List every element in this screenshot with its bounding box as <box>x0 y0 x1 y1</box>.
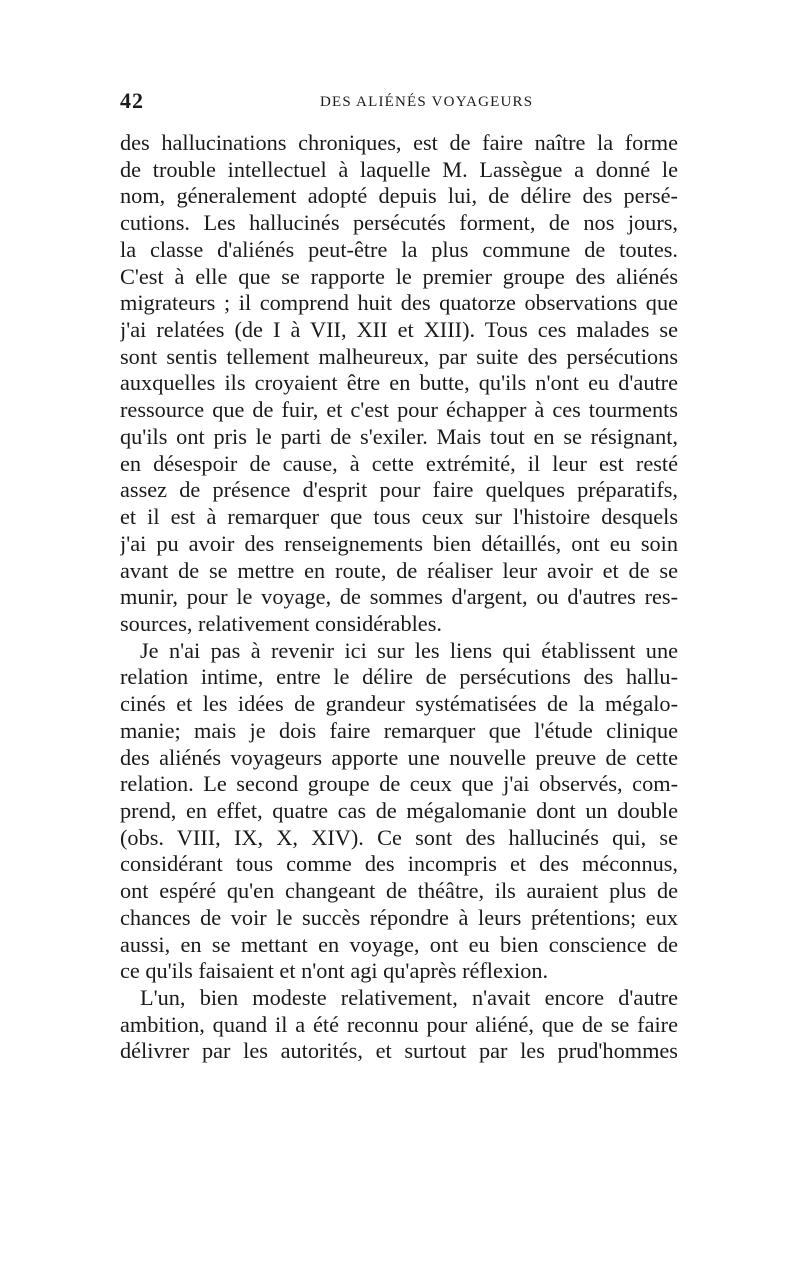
text-line: des hallucinations chroniques, est de faire naître la forme <box>120 130 678 155</box>
text-line: ont espéré qu'en changeant de théâtre, ils auraient plus de <box>120 878 678 904</box>
text-line: cutions. Les hallucinés persécutés forment, de nos jours, <box>120 210 678 236</box>
text-line: ambition, quand il a été reconnu pour aliéné, que de se faire <box>120 1011 678 1037</box>
text-line: C'est à elle que se rapporte le premier groupe des aliénés <box>120 263 678 289</box>
text-line: manie; mais je dois faire remarquer que l'étude clinique <box>120 717 678 743</box>
text-line: nom, géneralement adopté depuis lui, de délire des persé- <box>120 183 678 209</box>
text-line: qu'ils ont pris le parti de s'exiler. Mais tout en se résignant, <box>120 423 678 449</box>
page-number: 42 <box>120 88 144 113</box>
running-title: DES ALIÉNÉS VOYAGEURS <box>320 94 534 110</box>
body-text <box>120 130 678 1065</box>
text-line: sont sentis tellement malheureux, par suite des persécutions <box>120 343 678 369</box>
text-line: de trouble intellectuel à laquelle M. Lassègue a donné le <box>120 156 678 182</box>
text-line: j'ai relatées (de I à VII, XII et XIII). Tous ces malades se <box>120 317 678 343</box>
text-line: la classe d'aliénés peut-être la plus commune de toutes. <box>120 236 678 262</box>
text-line: sources, relativement considérables. <box>120 610 442 636</box>
text-line: délivrer par les autorités, et surtout par les prud'hommes <box>120 1038 678 1064</box>
text-line: en désespoir de cause, à cette extrémité, il leur est resté <box>120 450 678 476</box>
page-header <box>120 88 680 118</box>
text-line: assez de présence d'esprit pour faire quelques préparatifs, <box>120 477 678 503</box>
text-line: (obs. VIII, IX, X, XIV). Ce sont des hallucinés qui, se <box>120 824 678 850</box>
text-line: Je n'ai pas à revenir ici sur les liens qui établissent une <box>140 637 678 663</box>
text-line: chances de voir le succès répondre à leurs prétentions; eux <box>120 904 678 930</box>
text-line: et il est à remarquer que tous ceux sur l'histoire desquels <box>120 504 678 530</box>
text-line: cinés et les idées de grandeur systématisées de la mégalo- <box>120 691 678 717</box>
text-line: auxquelles ils croyaient être en butte, qu'ils n'ont eu d'autre <box>120 370 678 396</box>
text-line: considérant tous comme des incompris et des méconnus, <box>120 851 678 877</box>
text-line: avant de se mettre en route, de réaliser leur avoir et de se <box>120 557 678 583</box>
text-line: prend, en effet, quatre cas de mégalomanie dont un double <box>120 797 678 823</box>
text-line: migrateurs ; il comprend huit des quatorze observations que <box>120 290 678 316</box>
text-line: ce qu'ils faisaient et n'ont agi qu'après réflexion. <box>120 958 549 984</box>
text-line: aussi, en se mettant en voyage, ont eu bien conscience de <box>120 931 678 957</box>
text-line: des aliénés voyageurs apporte une nouvelle preuve de cette <box>120 744 678 770</box>
text-line: L'un, bien modeste relativement, n'avait encore d'autre <box>140 985 678 1010</box>
text-line: ressource que de fuir, et c'est pour échapper à ces tourments <box>120 397 678 423</box>
text-line: relation intime, entre le délire de persécutions des hallu- <box>120 664 678 690</box>
text-line: munir, pour le voyage, de sommes d'argent, ou d'autres res- <box>120 584 678 610</box>
text-line: relation. Le second groupe de ceux que j'ai observés, com- <box>120 771 678 797</box>
text-line: j'ai pu avoir des renseignements bien détaillés, ont eu soin <box>120 530 678 556</box>
